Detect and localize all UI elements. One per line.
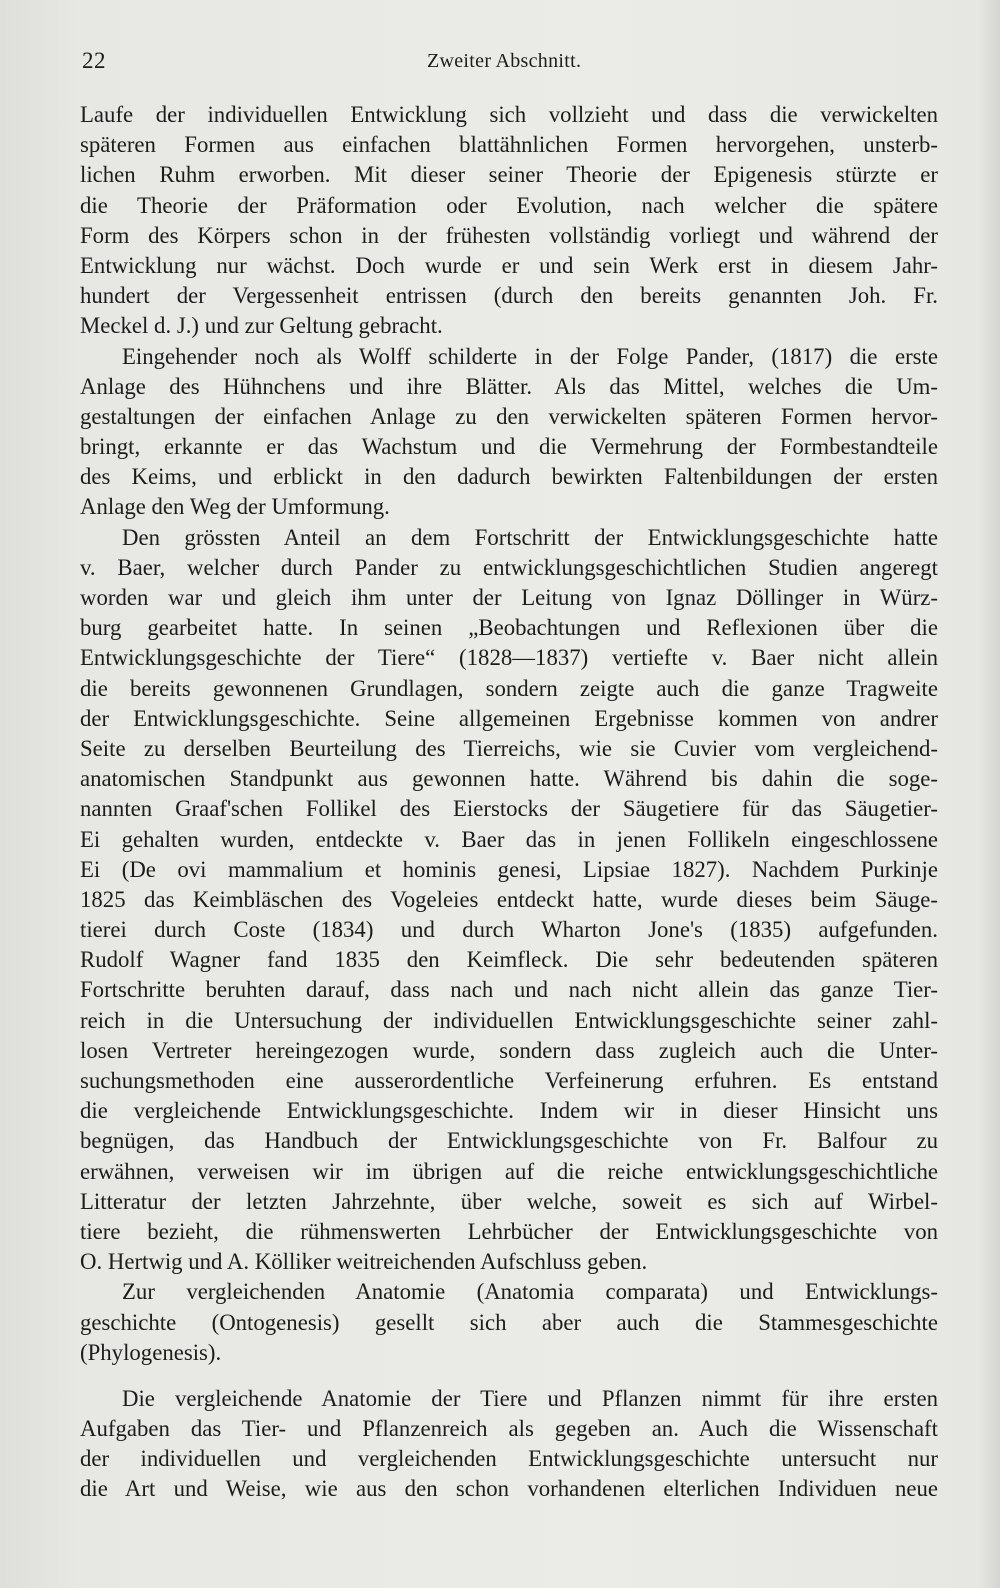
text-line: Meckel d. J.) und zur Geltung gebracht. [80, 313, 443, 339]
text-line: Anlage den Weg der Umformung. [80, 494, 390, 520]
text-line: suchungsmethoden eine ausserordentliche Verfeinerung erfuhren. Es entstand [80, 1068, 938, 1093]
text-line: Aufgaben das Tier- und Pflanzenreich als gegeben an. Auch die Wissenschaft [80, 1416, 938, 1442]
page-edge-shadow [978, 0, 1000, 1588]
text-line: v. Baer, welcher durch Pander zu entwicklungsgeschichtlichen Studien angeregt [80, 554, 938, 580]
text-line: losen Vertreter hereingezogen wurde, sondern dass zugleich auch die Unter- [80, 1037, 938, 1063]
text-line: Den grössten Anteil an dem Fortschritt der Entwicklungsgeschichte hatte [122, 524, 938, 550]
paragraph [80, 100, 938, 342]
text-line: (Phylogenesis). [80, 1339, 222, 1365]
text-line: Die vergleichende Anatomie der Tiere und Pflanzen nimmt für ihre ersten [122, 1385, 938, 1411]
page-number: 22 [82, 48, 106, 73]
text-line: späteren Formen aus einfachen blattähnlichen Formen hervorgehen, unsterb- [80, 132, 938, 158]
text-line: Rudolf Wagner fand 1835 den Keimfleck. Die sehr bedeutenden späteren [80, 947, 938, 973]
paragraph [80, 523, 938, 1278]
text-line: Fortschritte beruhten darauf, dass nach und nach nicht allein das ganze Tier- [80, 977, 938, 1003]
text-line: die Art und Weise, wie aus den schon vorhandenen elterlichen Individuen neue [80, 1476, 938, 1502]
text-line: worden war und gleich ihm unter der Leitung von Ignaz Döllinger in Würz- [80, 585, 938, 610]
text-line: Form des Körpers schon in der frühesten vollständig vorliegt und während der [80, 222, 938, 248]
text-line: anatomischen Standpunkt aus gewonnen hatte. Während bis dahin die soge- [80, 766, 938, 792]
text-line: Entwicklung nur wächst. Doch wurde er und sein Werk erst in diesem Jahr- [80, 252, 938, 278]
text-line: begnügen, das Handbuch der Entwicklungsgeschichte von Fr. Balfour zu [80, 1128, 938, 1154]
running-header [82, 48, 942, 78]
text-line: die bereits gewonnenen Grundlagen, sondern zeigte auch die ganze Tragweite [80, 675, 938, 701]
text-line: Entwicklungsgeschichte der Tiere“ (1828—1837) vertiefte v. Baer nicht allein [80, 645, 938, 671]
text-line: tiere bezieht, die rühmenswerten Lehrbücher der Entwicklungsgeschichte von [80, 1218, 938, 1244]
text-line: lichen Ruhm erworben. Mit dieser seiner Theorie der Epigenesis stürzte er [80, 162, 938, 188]
text-line: Zur vergleichenden Anatomie (Anatomia comparata) und Entwicklungs- [122, 1279, 938, 1305]
paragraph [80, 1277, 938, 1368]
text-line: Eingehender noch als Wolff schilderte in der Folge Pander, (1817) die erste [122, 343, 938, 369]
text-line: burg gearbeitet hatte. In seinen „Beobachtungen und Reflexionen über die [80, 615, 938, 641]
text-line: Ei gehalten wurden, entdeckte v. Baer das in jenen Follikeln eingeschlossene [80, 826, 938, 852]
text-line: reich in die Untersuchung der individuellen Entwicklungsgeschichte seiner zahl- [80, 1007, 938, 1033]
text-line: tierei durch Coste (1834) und durch Wharton Jone's (1835) aufgefunden. [80, 917, 938, 943]
text-line: nannten Graaf'schen Follikel des Eierstocks der Säugetiere für das Säugetier- [80, 796, 938, 822]
text-line: Laufe der individuellen Entwicklung sich vollzieht und dass die verwickelten [80, 102, 938, 127]
paragraph [80, 1384, 938, 1505]
paragraph-gap [80, 1368, 938, 1384]
text-line: hundert der Vergessenheit entrissen (durch den bereits genannten Joh. Fr. [80, 283, 938, 309]
text-line: der Entwicklungsgeschichte. Seine allgemeinen Ergebnisse kommen von andrer [80, 705, 938, 731]
text-line: der individuellen und vergleichenden Entwicklungsgeschichte untersucht nur [80, 1446, 938, 1472]
text-line: erwähnen, verweisen wir im übrigen auf die reiche entwicklungsgeschichtliche [80, 1158, 938, 1184]
text-line: Litteratur der letzten Jahrzehnte, über welche, soweit es sich auf Wirbel- [80, 1188, 938, 1214]
text-line: O. Hertwig und A. Kölliker weitreichenden Aufschluss geben. [80, 1249, 648, 1275]
text-line: die vergleichende Entwicklungsgeschichte. Indem wir in dieser Hinsicht uns [80, 1098, 938, 1124]
text-line: gestaltungen der einfachen Anlage zu den verwickelten späteren Formen hervor- [80, 403, 938, 429]
text-line: die Theorie der Präformation oder Evolution, nach welcher die spätere [80, 192, 938, 218]
text-line: 1825 das Keimbläschen des Vogeleies entdeckt hatte, wurde dieses beim Säuge- [80, 886, 938, 912]
section-title: Zweiter Abschnitt. [427, 50, 582, 72]
text-line: bringt, erkannte er das Wachstum und die Vermehrung der Formbestandteile [80, 434, 938, 460]
text-line: des Keims, und erblickt in den dadurch bewirkten Faltenbildungen der ersten [80, 464, 938, 490]
text-line: Ei (De ovi mammalium et hominis genesi, Lipsiae 1827). Nachdem Purkinje [80, 856, 938, 882]
text-line: geschichte (Ontogenesis) gesellt sich aber auch die Stammesgeschichte [80, 1309, 938, 1335]
body-text [80, 100, 938, 1505]
text-line: Anlage des Hühnchens und ihre Blätter. Als das Mittel, welches die Um- [80, 373, 938, 399]
text-line: Seite zu derselben Beurteilung des Tierreichs, wie sie Cuvier vom vergleichend- [80, 735, 938, 761]
paragraph [80, 342, 938, 523]
